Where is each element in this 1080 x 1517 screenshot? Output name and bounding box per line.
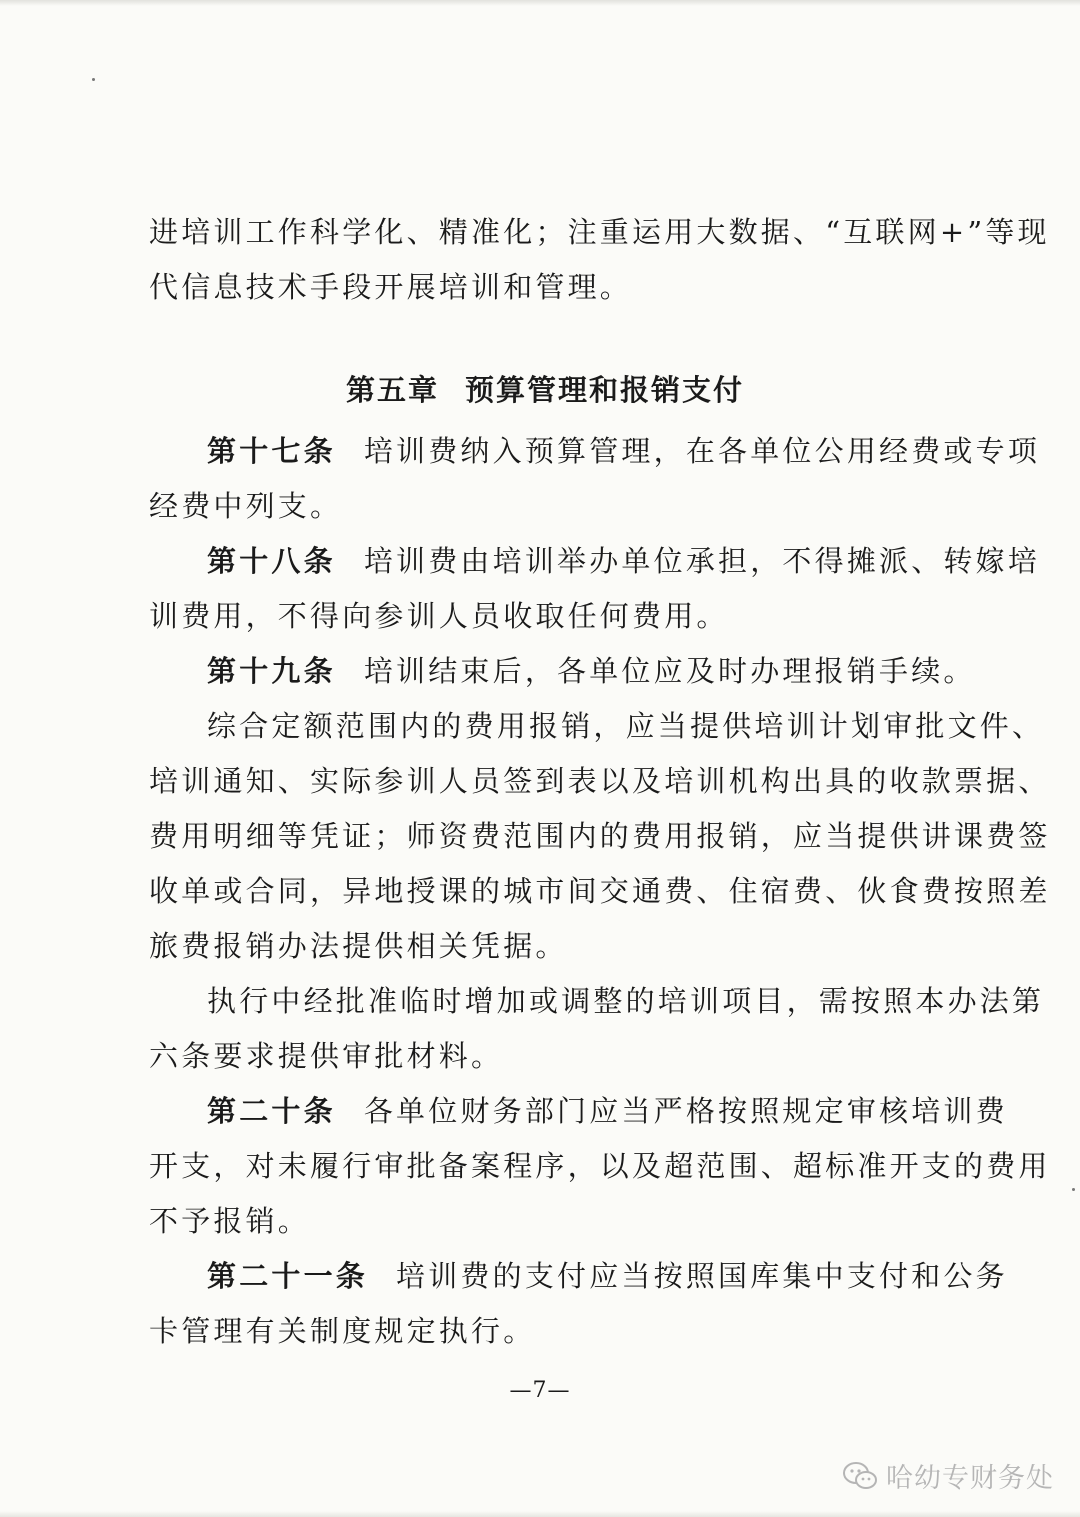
watermark: [842, 1456, 1054, 1495]
chapter-heading: [149, 363, 941, 418]
adjustment-line: 执行中经批准临时增加或调整的培训项目，需按照本办法第: [207, 984, 1045, 1018]
reimbursement-line: 费用明细等凭证；师资费范围内的费用报销，应当提供讲课费签: [149, 819, 1051, 853]
scan-edge-bottom: [0, 1511, 1080, 1517]
reimbursement-line: 旅费报销办法提供相关凭据。: [149, 929, 568, 963]
reimbursement-line: 收单或合同，异地授课的城市间交通费、住宿费、伙食费按照差: [149, 874, 1051, 908]
wechat-icon: [842, 1461, 878, 1491]
reimbursement-line: 培训通知、实际参训人员签到表以及培训机构出具的收款票据、: [149, 764, 1051, 798]
document-page-body: [149, 205, 1051, 1359]
watermark-text: 哈幼专财务处: [886, 1463, 1054, 1494]
article-21-line: 卡管理有关制度规定执行。: [149, 1314, 536, 1348]
intro-line: 代信息技术手段开展培训和管理。: [149, 270, 633, 304]
article-label: 第十七条: [207, 434, 336, 468]
article-label: 第二十一条: [207, 1259, 369, 1293]
article-20-line: 不予报销。: [149, 1204, 311, 1238]
article-text: 培训结束后，各单位应及时办理报销手续。: [363, 654, 976, 688]
article-17-line: 经费中列支。: [149, 489, 343, 523]
chapter-title: 预算管理和报销支付: [465, 373, 745, 407]
chapter-number: 第五章: [345, 373, 439, 407]
article-label: 第十九条: [207, 654, 336, 688]
article-17-first-line: [149, 424, 1041, 479]
intro-line: 进培训工作科学化、精准化；注重运用大数据、“互联网+”等现: [149, 215, 1050, 249]
article-21-first-line: [149, 1249, 1008, 1304]
scan-speck: [92, 78, 95, 81]
article-text: 各单位财务部门应当严格按照规定审核培训费: [363, 1094, 1008, 1128]
article-18-line: 训费用，不得向参训人员收取任何费用。: [149, 599, 729, 633]
article-label: 第二十条: [207, 1094, 336, 1128]
article-text: 培训费由培训举办单位承担，不得摊派、转嫁培: [363, 544, 1041, 578]
adjustment-line: 六条要求提供审批材料。: [149, 1039, 504, 1073]
article-text: 培训费的支付应当按照国库集中支付和公务: [396, 1259, 1008, 1293]
article-20-first-line: [149, 1084, 1008, 1139]
article-18-first-line: [149, 534, 1041, 589]
reimbursement-line: 综合定额范围内的费用报销，应当提供培训计划审批文件、: [207, 709, 1045, 743]
scan-edge-top: [0, 0, 1080, 6]
article-label: 第十八条: [207, 544, 336, 578]
page-number: —7—: [509, 1378, 571, 1403]
article-text: 培训费纳入预算管理，在各单位公用经费或专项: [363, 434, 1041, 468]
article-20-line: 开支，对未履行审批备案程序，以及超范围、超标准开支的费用: [149, 1149, 1051, 1183]
scan-speck: [1072, 1188, 1075, 1191]
article-19-first-line: [149, 644, 976, 699]
